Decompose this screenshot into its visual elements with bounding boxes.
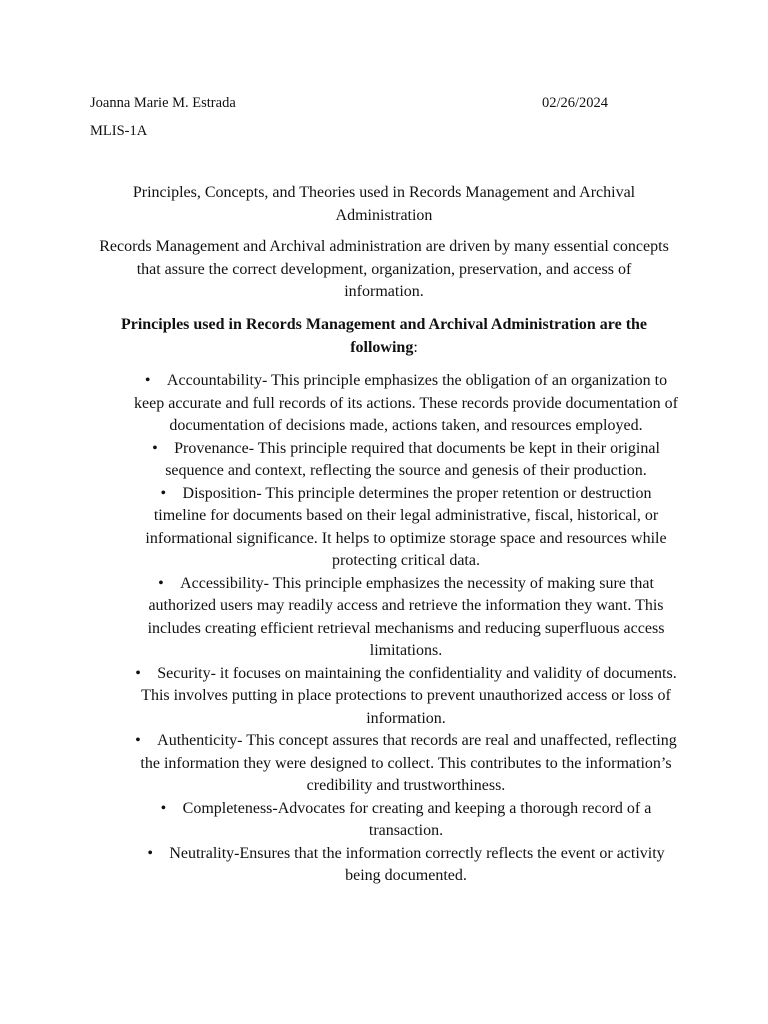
principle-text: Neutrality-Ensures that the information correctly reflects the event or activity being documented.	[169, 844, 665, 884]
principle-text: Provenance- This principle required that documents be kept in their original sequence and context, reflecting the source and genesis of their production.	[165, 439, 660, 479]
principles-list	[120, 370, 680, 888]
principle-text: Authenticity- This concept assures that records are real and unaffected, reflecting the information they were designed to collect. This contributes to the information’s credibility and trustworthiness.	[140, 732, 677, 794]
document-date: 02/26/2024	[542, 95, 609, 111]
list-item	[120, 370, 680, 438]
principle-text: Completeness-Advocates for creating and keeping a thorough record of a transaction.	[182, 799, 652, 839]
bullet-icon: •	[135, 664, 141, 682]
principle-text: Security- it focuses on maintaining the confidentiality and validity of documents. This involves putting in place protections to prevent unauthorized access or loss of information.	[141, 664, 677, 727]
bullet-icon: •	[135, 732, 141, 749]
bullet-icon: •	[144, 372, 151, 389]
list-item	[120, 438, 680, 483]
list-item	[120, 798, 680, 843]
list-item	[120, 573, 680, 663]
bullet-icon: •	[160, 799, 167, 817]
principle-text: Accountability- This principle emphasizes the obligation of an organization to keep accurate and full records of its actions. These records provide documentation of documentation of decisions made, actions taken, and resources employed.	[134, 372, 678, 434]
principles-heading-text: Principles used in Records Management and Archival Administration are the following	[120, 316, 648, 356]
bullet-icon: •	[158, 574, 164, 592]
intro-paragraph: Records Management and Archival administration are driven by many essential concepts that assure the correct development, organization, preservation, and access of information.	[99, 238, 669, 300]
bullet-icon: •	[160, 484, 167, 502]
author-name: Joanna Marie M. Estrada	[90, 95, 236, 111]
principle-text: Accessibility- This principle emphasizes the necessity of making sure that authorized users may readily access and retrieve the information they want. This includes creating efficient retrieval mechanisms and reducing superfluous access limitations.	[147, 574, 665, 659]
document-title: Principles, Concepts, and Theories used in Records Management and Archival Administration	[132, 184, 636, 224]
bullet-icon: •	[152, 439, 158, 457]
list-item	[120, 730, 680, 798]
principle-text: Disposition- This principle determines the proper retention or destruction timeline for documents based on their legal administrative, fiscal, historical, or informational significance. It helps to optimize storage space and resources while protecting critical data.	[145, 484, 667, 569]
principles-heading	[88, 314, 680, 359]
bullet-icon: •	[147, 844, 153, 862]
course-code: MLIS-1A	[90, 123, 148, 139]
list-item	[120, 663, 680, 731]
principles-heading-colon: :	[413, 338, 418, 356]
list-item	[120, 843, 680, 888]
list-item	[120, 483, 680, 573]
